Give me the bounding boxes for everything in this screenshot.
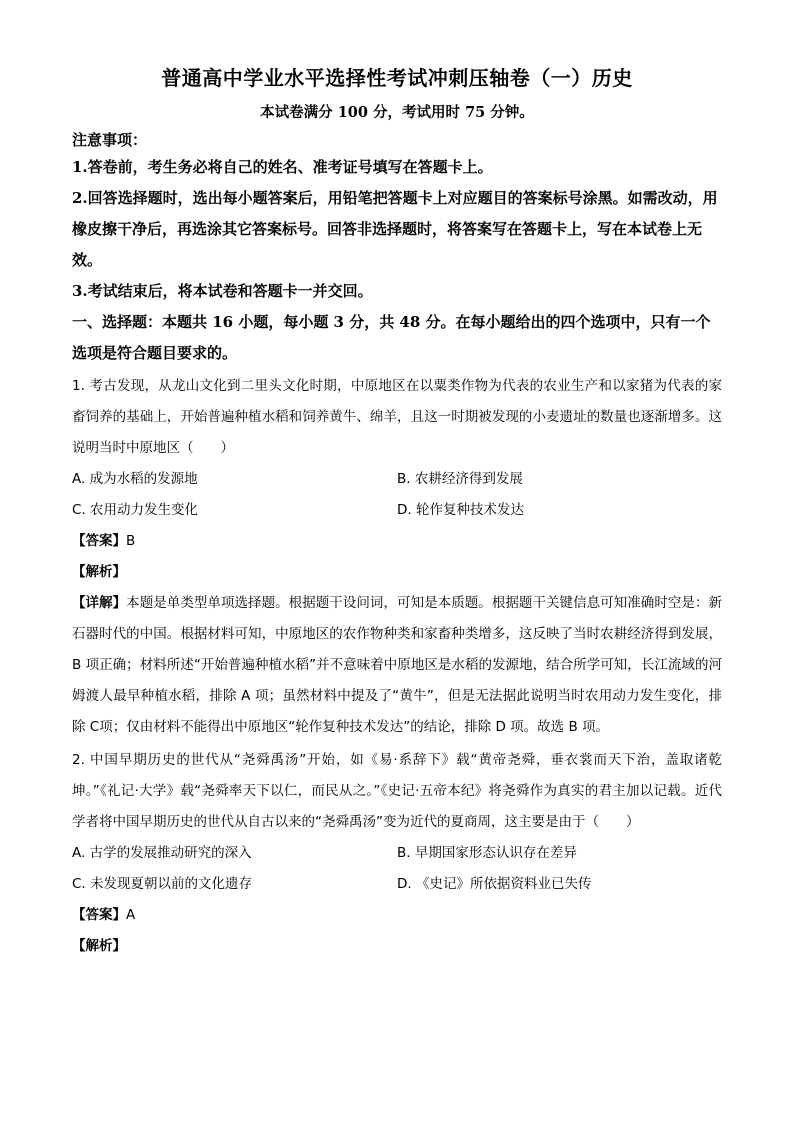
question-1-analysis: [72, 557, 722, 588]
question-2: [72, 745, 722, 962]
exam-subtitle: 本试卷满分 100 分，考试用时 75 分钟。: [260, 104, 534, 121]
question-2-option-c: C. 未发现夏朝以前的文化遗存: [72, 876, 253, 892]
question-1-options: [72, 464, 722, 526]
analysis-tag: 【解析】: [72, 938, 126, 954]
detail-text: 本题是单类型单项选择题。根据题干设问词，可知是本质题。根据题干关键信息可知准确时空是：新石器时代的中国。根据材料可知，中原地区的农作物种类和家畜种类增多，这反映了当时农耕经济得到发展，B 项正确；材料所述“开始普遍种植水稻”并不意味着中原地区是水稻的发源地，结合所学可知，长江流域的河姆渡人最早种植水稻，排除 A 项；虽然材料中提及了“黄牛”，但是无法据此说明当时农用动力发生变化，排除 C项；仅由材料不能得出中原地区“轮作复种技术发达”的结论，排除 D 项。故选 B 项。: [72, 595, 723, 735]
notice-item-2: 2.回答选择题时，选出每小题答案后，用铅笔把答题卡上对应题目的答案标号涂黑。如需改动，用橡皮擦干净后，再选涂其它答案标号。回答非选择题时，将答案写在答题卡上，写在本试卷上无效。: [72, 189, 718, 269]
question-1-option-c: C. 农用动力发生变化: [72, 502, 199, 518]
detail-tag: 【详解】: [72, 595, 127, 611]
question-1-answer: [72, 526, 722, 557]
question-2-option-b: B. 早期国家形态认识存在差异: [397, 845, 577, 861]
answer-tag: 【答案】: [72, 907, 126, 923]
analysis-tag: 【解析】: [72, 564, 126, 580]
notice-heading: 注意事项：: [72, 131, 148, 149]
question-1-detail: [72, 588, 722, 743]
question-1-option-b: B. 农耕经济得到发展: [397, 471, 523, 487]
question-2-stem: 2. 中国早期历史的世代从“尧舜禹汤”开始，如《易·系辞下》载“黄帝尧舜，垂衣裳而天下治，盖取诸乾坤。”《礼记·大学》载“尧舜率天下以仁，而民从之。”《史记·五帝本纪》将尧舜作为真实的君主加以记载。近代学者将中国早期历史的世代从自古以来的“尧舜禹汤”变为近代的夏商周，这主要是由于（ ）: [72, 752, 722, 830]
question-2-answer: [72, 900, 722, 931]
question-1-option-a: A. 成为水稻的发源地: [72, 471, 198, 487]
question-1-stem: 1. 考古发现，从龙山文化到二里头文化时期，中原地区在以粟类作物为代表的农业生产和以家猪为代表的家畜饲养的基础上，开始普遍种植水稻和饲养黄牛、绵羊，且这一时期被发现的小麦遗址的数量也逐渐增多。这说明当时中原地区（ ）: [72, 378, 722, 456]
answer-tag: 【答案】: [72, 533, 126, 549]
exam-page: [72, 64, 722, 962]
question-2-option-d: D. 《史记》所依据资料业已失传: [397, 876, 592, 892]
question-2-analysis: [72, 931, 722, 962]
answer-value: A: [126, 907, 136, 923]
notice-item-3: 3.考试结束后，将本试卷和答题卡一并交回。: [72, 282, 373, 300]
answer-value: B: [126, 533, 136, 549]
exam-title: 普通高中学业水平选择性考试冲刺压轴卷（一）历史: [161, 66, 633, 90]
question-1-option-d: D. 轮作复种技术发达: [397, 502, 524, 518]
question-2-options: [72, 838, 722, 900]
notice-item-1: 1.答卷前，考生务必将自己的姓名、准考证号填写在答题卡上。: [72, 158, 493, 176]
section-heading: 一、选择题：本题共 16 小题，每小题 3 分，共 48 分。在每小题给出的四个选项中，只有一个选项是符合题目要求的。: [72, 313, 711, 362]
question-2-option-a: A. 古学的发展推动研究的深入: [72, 845, 252, 861]
question-1: [72, 371, 722, 743]
